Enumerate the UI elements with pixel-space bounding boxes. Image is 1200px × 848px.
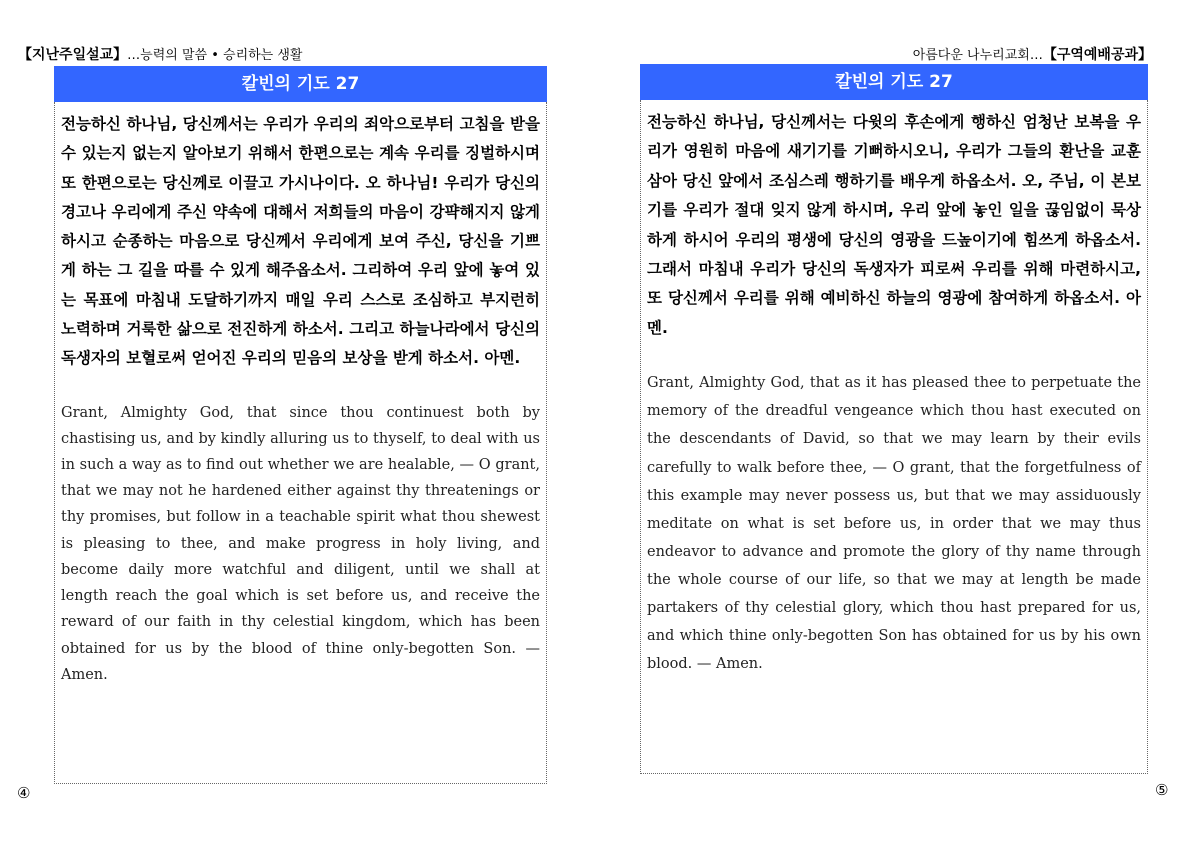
header-right-text: 아름다운 나누리교회… xyxy=(912,48,1043,63)
right-english-prayer: Grant, Almighty God, that as it has pleased thee to perpetuate the memory of the dreadful vengeance which thou hast executed on the descendants of David, so that we may learn by their evils carefully to walk before thee, — O grant, that the forgetfulness of this example may never possess us, but that we may assiduously meditate on what is set before us, in order that we may thus endeavor to advance and promote the glory of thy name through the whole course of our life, so that we may at length be made partakers of thy celestial glory, which thou hast prepared for us, and which thine only-begotten Son has obtained for us by his own blood. — Amen. xyxy=(647,375,1141,673)
right-page-title: 칼빈의 기도 27 xyxy=(640,64,1148,100)
left-korean-prayer: 전능하신 하나님, 당신께서는 우리가 우리의 죄악으로부터 고침을 받을 수 있는지 없는지 알아보기 위해서 한편으로는 계속 우리를 징벌하시며 또 한편으로는 당신께로 이끌고 가시나이다. 오 하나님! 우리가 당신의 경고나 우리에게 주신 약속에 대해서 저희들의 마음이 강퍅해지지 않게 하시고 순종하는 마음으로 당신께서 우리에게 보여 주신, 당신을 기쁘게 하는 그 길을 따를 수 있게 해주옵소서. 그리하여 우리 앞에 놓여 있는 목표에 마침내 도달하기까지 매일 우리 스스로 조심하고 부지런히 노력하며 거룩한 삶으로 전진하게 하소서. 그리고 하늘나라에서 당신의 독생자의 보혈로써 얻어진 우리의 믿음의 보상을 받게 하소서. 아멘. xyxy=(61,115,540,368)
right-page-content xyxy=(640,100,1148,774)
header-left-bracket: 【지난주일설교】 xyxy=(18,47,128,63)
right-page xyxy=(640,64,1148,774)
left-page xyxy=(54,66,547,784)
header-right-bracket: 【구역예배공과】 xyxy=(1042,47,1152,63)
header-left xyxy=(18,46,303,65)
left-english-prayer: Grant, Almighty God, that since thou continuest both by chastising us, and by kindly alluring us to thyself, to deal with us in such a way as to find out whether we are healable, — O grant, that we may not he hardened either against thy threatenings or thy promises, but follow in a teachable spirit what thou shewest is pleasing to thee, and make progress in holy living, and become daily more watchful and diligent, until we shall at length reach the goal which is set before us, and receive the reward of our faith in thy celestial kingdom, which has been obtained for us by the blood of thine only-begotten Son. — Amen. xyxy=(61,404,540,683)
left-page-content xyxy=(54,102,547,784)
left-page-number: ④ xyxy=(17,784,31,802)
header-right xyxy=(913,46,1152,65)
right-korean-prayer: 전능하신 하나님, 당신께서는 다윗의 후손에게 행하신 엄청난 보복을 우리가 영원히 마음에 새기기를 기뻐하시오니, 우리가 그들의 환난을 교훈 삼아 당신 앞에서 조심스레 행하기를 배우게 하옵소서. 오, 주님, 이 본보기를 우리가 절대 잊지 않게 하시며, 우리 앞에 놓인 일을 끊임없이 묵상하게 하시어 우리의 평생에 당신의 영광을 드높이기에 힘쓰게 하옵소서. 그래서 마침내 우리가 당신의 독생자가 피로써 우리를 위해 마련하시고, 또 당신께서 우리를 위해 예비하신 하늘의 영광에 참여하게 하옵소서. 아멘. xyxy=(647,113,1141,337)
header-left-text: …능력의 말씀 • 승리하는 생활 xyxy=(127,48,303,63)
right-page-number: ⑤ xyxy=(1155,781,1169,799)
left-page-title: 칼빈의 기도 27 xyxy=(54,66,547,102)
